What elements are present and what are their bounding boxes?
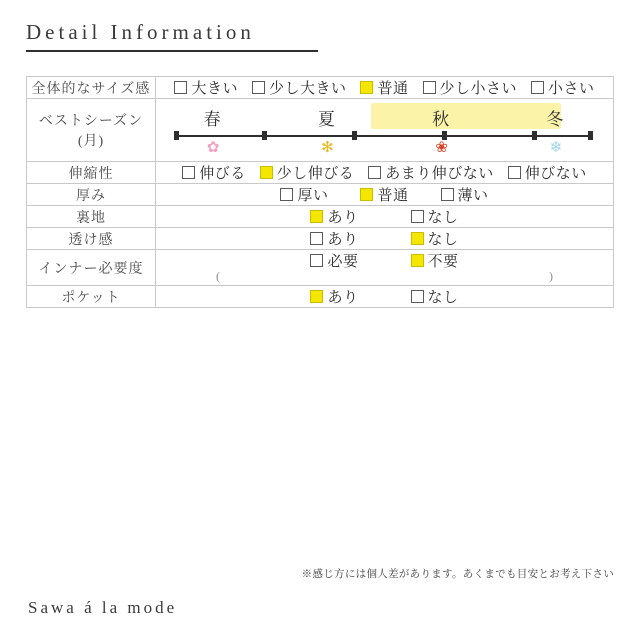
table-row <box>27 184 614 206</box>
option-group <box>156 286 613 307</box>
option-item[interactable] <box>280 184 328 205</box>
option-label: 不要 <box>427 254 459 270</box>
checkbox-icon[interactable] <box>508 166 521 179</box>
option-group <box>156 162 613 183</box>
paren-row <box>156 271 613 285</box>
option-label: 伸びない <box>524 166 587 182</box>
row-value <box>156 250 614 286</box>
option-label: あり <box>327 290 359 306</box>
checkbox-icon[interactable] <box>423 81 436 94</box>
row-label: 裏地 <box>27 206 156 228</box>
checkbox-icon[interactable] <box>182 166 195 179</box>
table-row <box>27 162 614 184</box>
option-item[interactable] <box>531 77 595 98</box>
row-label: インナー必要度 <box>27 250 156 286</box>
option-item[interactable] <box>411 286 459 307</box>
checkbox-icon[interactable] <box>441 188 454 201</box>
option-group <box>156 77 613 98</box>
option-label: 伸びる <box>199 166 246 182</box>
option-item[interactable] <box>423 77 518 98</box>
option-item[interactable] <box>174 77 238 98</box>
checkbox-icon[interactable] <box>360 188 373 201</box>
row-value <box>156 77 614 99</box>
option-group <box>156 250 613 271</box>
checkbox-icon[interactable] <box>260 166 273 179</box>
season-label-autumn: 秋 <box>432 110 452 129</box>
option-item-selected[interactable] <box>360 77 408 98</box>
option-label: あり <box>327 232 359 248</box>
checkbox-icon[interactable] <box>252 81 265 94</box>
page-title: Detail Information <box>26 20 318 52</box>
option-label: 少し小さい <box>439 81 518 97</box>
row-label: 厚み <box>27 184 156 206</box>
checkbox-icon[interactable] <box>280 188 293 201</box>
row-value <box>156 162 614 184</box>
option-item-selected[interactable] <box>310 206 358 227</box>
option-group <box>156 184 613 205</box>
checkbox-icon[interactable] <box>368 166 381 179</box>
option-label: 小さい <box>548 81 595 97</box>
row-label: ベストシーズン(月) <box>27 99 156 162</box>
row-value <box>156 228 614 250</box>
cherry-blossom-icon: ✿ <box>206 140 220 156</box>
checkbox-icon[interactable] <box>310 254 323 267</box>
season-label-spring: 春 <box>203 110 223 129</box>
row-label: 伸縮性 <box>27 162 156 184</box>
table-row <box>27 228 614 250</box>
sunflower-icon: ✻ <box>321 140 334 156</box>
checkbox-icon[interactable] <box>411 210 424 223</box>
checkbox-icon[interactable] <box>411 232 424 245</box>
option-item[interactable] <box>182 162 246 183</box>
option-label: 普通 <box>377 188 409 204</box>
option-item[interactable] <box>411 206 459 227</box>
row-value <box>156 184 614 206</box>
option-group <box>156 206 613 227</box>
option-label: 少し伸びる <box>276 166 355 182</box>
maple-leaf-icon: ❀ <box>435 140 448 156</box>
option-label: なし <box>427 232 459 248</box>
season-chart <box>156 99 613 161</box>
checkbox-icon[interactable] <box>531 81 544 94</box>
checkbox-icon[interactable] <box>310 232 323 245</box>
checkbox-icon[interactable] <box>310 210 323 223</box>
option-item-selected[interactable] <box>411 228 459 249</box>
option-item-selected[interactable] <box>360 184 408 205</box>
option-label: 大きい <box>191 81 238 97</box>
brand-name: Sawa á la mode <box>28 598 178 617</box>
option-label: なし <box>427 290 459 306</box>
season-label-winter: 冬 <box>546 110 566 129</box>
option-item-selected[interactable] <box>260 162 355 183</box>
row-value <box>156 206 614 228</box>
option-group <box>156 228 613 249</box>
checkbox-icon[interactable] <box>411 290 424 303</box>
spec-table <box>26 76 614 308</box>
option-item[interactable] <box>441 184 489 205</box>
row-label: 透け感 <box>27 228 156 250</box>
option-label: あまり伸びない <box>385 166 494 182</box>
option-label: 普通 <box>377 81 409 97</box>
paren-right: ) <box>549 269 553 283</box>
season-icons <box>156 139 613 157</box>
option-item[interactable] <box>252 77 347 98</box>
option-item[interactable] <box>508 162 587 183</box>
paren-left: ( <box>216 269 220 283</box>
disclaimer-note: ※感じ方には個人差があります。あくまでも目安とお考え下さい <box>301 569 614 580</box>
option-label: 厚い <box>297 188 329 204</box>
option-item-selected[interactable] <box>310 286 358 307</box>
option-label: 薄い <box>457 188 489 204</box>
row-label: 全体的なサイズ感 <box>27 77 156 99</box>
table-row <box>27 250 614 286</box>
option-item[interactable] <box>310 250 358 271</box>
checkbox-icon[interactable] <box>411 254 424 267</box>
option-item[interactable] <box>368 162 494 183</box>
season-names <box>156 105 613 130</box>
table-row <box>27 77 614 99</box>
checkbox-icon[interactable] <box>360 81 373 94</box>
table-row <box>27 286 614 308</box>
row-label: ポケット <box>27 286 156 308</box>
row-value <box>156 286 614 308</box>
checkbox-icon[interactable] <box>310 290 323 303</box>
option-label: 少し大きい <box>268 81 347 97</box>
checkbox-icon[interactable] <box>174 81 187 94</box>
snowflake-icon: ❄ <box>549 140 563 156</box>
season-label-summer: 夏 <box>317 110 337 129</box>
season-axis-line <box>176 135 593 137</box>
option-item-selected[interactable] <box>411 250 459 271</box>
option-label: 必要 <box>327 254 359 270</box>
table-row <box>27 99 614 162</box>
table-row <box>27 206 614 228</box>
spec-table-wrapper <box>26 76 614 308</box>
option-item[interactable] <box>310 228 358 249</box>
row-value <box>156 99 614 162</box>
option-label: あり <box>327 210 359 226</box>
option-label: なし <box>427 210 459 226</box>
